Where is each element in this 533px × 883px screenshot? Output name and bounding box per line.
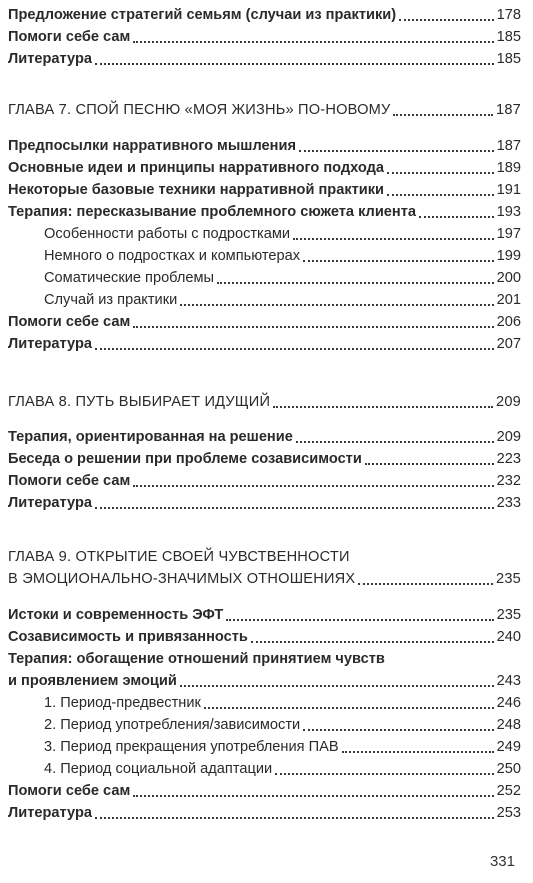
toc-entry-title: В ЭМОЦИОНАЛЬНО-ЗНАЧИМЫХ ОТНОШЕНИЯХ (8, 571, 356, 587)
leader-dots (293, 238, 494, 240)
leader-dots (133, 485, 493, 487)
toc-entry (0, 490, 533, 512)
toc-entry-page: 200 (496, 270, 521, 286)
toc-entry-page: 235 (496, 571, 521, 587)
leader-dots (358, 583, 493, 585)
leader-dots (393, 114, 493, 116)
toc-entry-page: 191 (496, 182, 521, 198)
leader-dots (133, 795, 493, 797)
leader-dots (251, 641, 494, 643)
toc-entry (0, 331, 533, 353)
leader-dots (204, 707, 494, 709)
leader-dots (387, 172, 494, 174)
toc-entry-page: 223 (496, 451, 521, 467)
page-number: 331 (489, 853, 515, 870)
toc-entry-page: 178 (496, 7, 521, 23)
toc-entry-page: 243 (496, 673, 521, 689)
toc-entry-page: 252 (496, 783, 521, 799)
toc-entry (0, 199, 533, 221)
toc-entry (0, 133, 533, 155)
toc-entry (0, 624, 533, 646)
leader-dots (387, 194, 494, 196)
toc-entry (0, 24, 533, 46)
toc-entry-title: Соматические проблемы (44, 270, 215, 286)
toc-entry (0, 46, 533, 68)
toc-subentry (0, 265, 533, 287)
leader-dots (303, 729, 493, 731)
toc-entry-page: 209 (496, 429, 521, 445)
toc-entry (0, 155, 533, 177)
leader-dots (217, 282, 494, 284)
toc-entry-page: 185 (496, 29, 521, 45)
toc-entry-page: 193 (496, 204, 521, 220)
toc-entry-title: Литература (8, 495, 92, 511)
leader-dots (133, 41, 493, 43)
leader-dots (180, 685, 494, 687)
leader-dots (365, 463, 494, 465)
toc-entry-title: Основные идеи и принципы нарративного подхода (8, 160, 385, 176)
toc-entry-title: ГЛАВА 8. ПУТЬ ВЫБИРАЕТ ИДУЩИЙ (8, 394, 271, 410)
toc-entry (0, 778, 533, 800)
leader-dots (95, 507, 494, 509)
toc-chapter-heading (0, 389, 533, 411)
toc-entry-title: ГЛАВА 9. ОТКРЫТИЕ СВОЕЙ ЧУВСТВЕННОСТИ (8, 549, 350, 565)
toc-entry-title: Терапия: пересказывание проблемного сюжета клиента (8, 204, 416, 220)
toc-subentry (0, 287, 533, 309)
toc-entry (0, 646, 533, 668)
toc-entry-page: 189 (496, 160, 521, 176)
toc-entry-title: Помоги себе сам (8, 29, 131, 45)
toc-entry-page: 185 (496, 51, 521, 67)
leader-dots (303, 260, 494, 262)
toc-entry-title: Истоки и современность ЭФТ (8, 607, 224, 623)
leader-dots (133, 326, 493, 328)
toc-chapter-heading (0, 566, 533, 588)
toc-entry-page: 197 (496, 226, 521, 242)
toc-subentry (0, 712, 533, 734)
toc-entry-page: 235 (496, 607, 521, 623)
toc-entry-page: 249 (496, 739, 521, 755)
toc-entry-page: 233 (496, 495, 521, 511)
toc-subentry (0, 243, 533, 265)
leader-dots (95, 817, 494, 819)
toc-subentry (0, 221, 533, 243)
toc-entry-page: 246 (496, 695, 521, 711)
toc-entry-title: Литература (8, 805, 92, 821)
toc-entry (0, 800, 533, 822)
leader-dots (226, 619, 493, 621)
leader-dots (399, 19, 494, 21)
toc-entry-title: Беседа о решении при проблеме созависимости (8, 451, 362, 467)
toc-entry-page: 248 (496, 717, 521, 733)
leader-dots (342, 751, 494, 753)
toc-entry-page: 201 (496, 292, 521, 308)
toc-entry (0, 668, 533, 690)
toc-chapter-heading (0, 544, 533, 566)
toc-entry-page: 250 (496, 761, 521, 777)
toc-subentry (0, 756, 533, 778)
toc-entry-title: 3. Период прекращения употребления ПАВ (44, 739, 339, 755)
toc-entry-title: Некоторые базовые техники нарративной практики (8, 182, 385, 198)
toc-entry-page: 209 (496, 394, 521, 410)
leader-dots (273, 406, 493, 408)
leader-dots (180, 304, 493, 306)
leader-dots (299, 150, 494, 152)
toc-entry-title: Предпосылки нарративного мышления (8, 138, 296, 154)
toc-entry-page: 187 (496, 102, 521, 118)
leader-dots (95, 63, 494, 65)
toc-subentry (0, 734, 533, 756)
leader-dots (95, 348, 494, 350)
toc-entry-title: Терапия: обогащение отношений принятием чувств (8, 651, 385, 667)
toc-entry-title: Литература (8, 51, 92, 67)
toc-entry (0, 424, 533, 446)
toc-entry-page: 199 (496, 248, 521, 264)
toc-entry-title: Немного о подростках и компьютерах (44, 248, 301, 264)
toc-entry (0, 468, 533, 490)
toc-entry-title: Помоги себе сам (8, 473, 131, 489)
toc-entry-title: 1. Период-предвестник (44, 695, 201, 711)
toc-entry-title: Помоги себе сам (8, 783, 131, 799)
toc-entry (0, 446, 533, 468)
toc-entry-title: 2. Период употребления/зависимости (44, 717, 301, 733)
toc-chapter-heading (0, 97, 533, 119)
toc-entry-title: ГЛАВА 7. СПОЙ ПЕСНЮ «МОЯ ЖИЗНЬ» ПО-НОВОМУ (8, 102, 391, 118)
toc-entry (0, 177, 533, 199)
toc-entry-title: Терапия, ориентированная на решение (8, 429, 293, 445)
toc-entry-title: Литература (8, 336, 92, 352)
toc-entry-title: Случай из практики (44, 292, 178, 308)
toc-entry-title: Предложение стратегий семьям (случаи из практики) (8, 7, 397, 23)
toc-entry (0, 2, 533, 24)
leader-dots (275, 773, 494, 775)
toc-entry-page: 207 (496, 336, 521, 352)
toc-entry-title: Помоги себе сам (8, 314, 131, 330)
toc-entry-title: и проявлением эмоций (8, 673, 177, 689)
leader-dots (419, 216, 494, 218)
toc-entry (0, 309, 533, 331)
toc-entry-title: 4. Период социальной адаптации (44, 761, 273, 777)
leader-dots (296, 441, 494, 443)
toc-entry-page: 240 (496, 629, 521, 645)
toc-entry-page: 232 (496, 473, 521, 489)
toc-entry-title: Особенности работы с подростками (44, 226, 291, 242)
toc-entry-page: 206 (496, 314, 521, 330)
toc-entry (0, 602, 533, 624)
toc-subentry (0, 690, 533, 712)
toc-entry-title: Созависимость и привязанность (8, 629, 248, 645)
toc-entry-page: 187 (496, 138, 521, 154)
toc-entry-page: 253 (496, 805, 521, 821)
